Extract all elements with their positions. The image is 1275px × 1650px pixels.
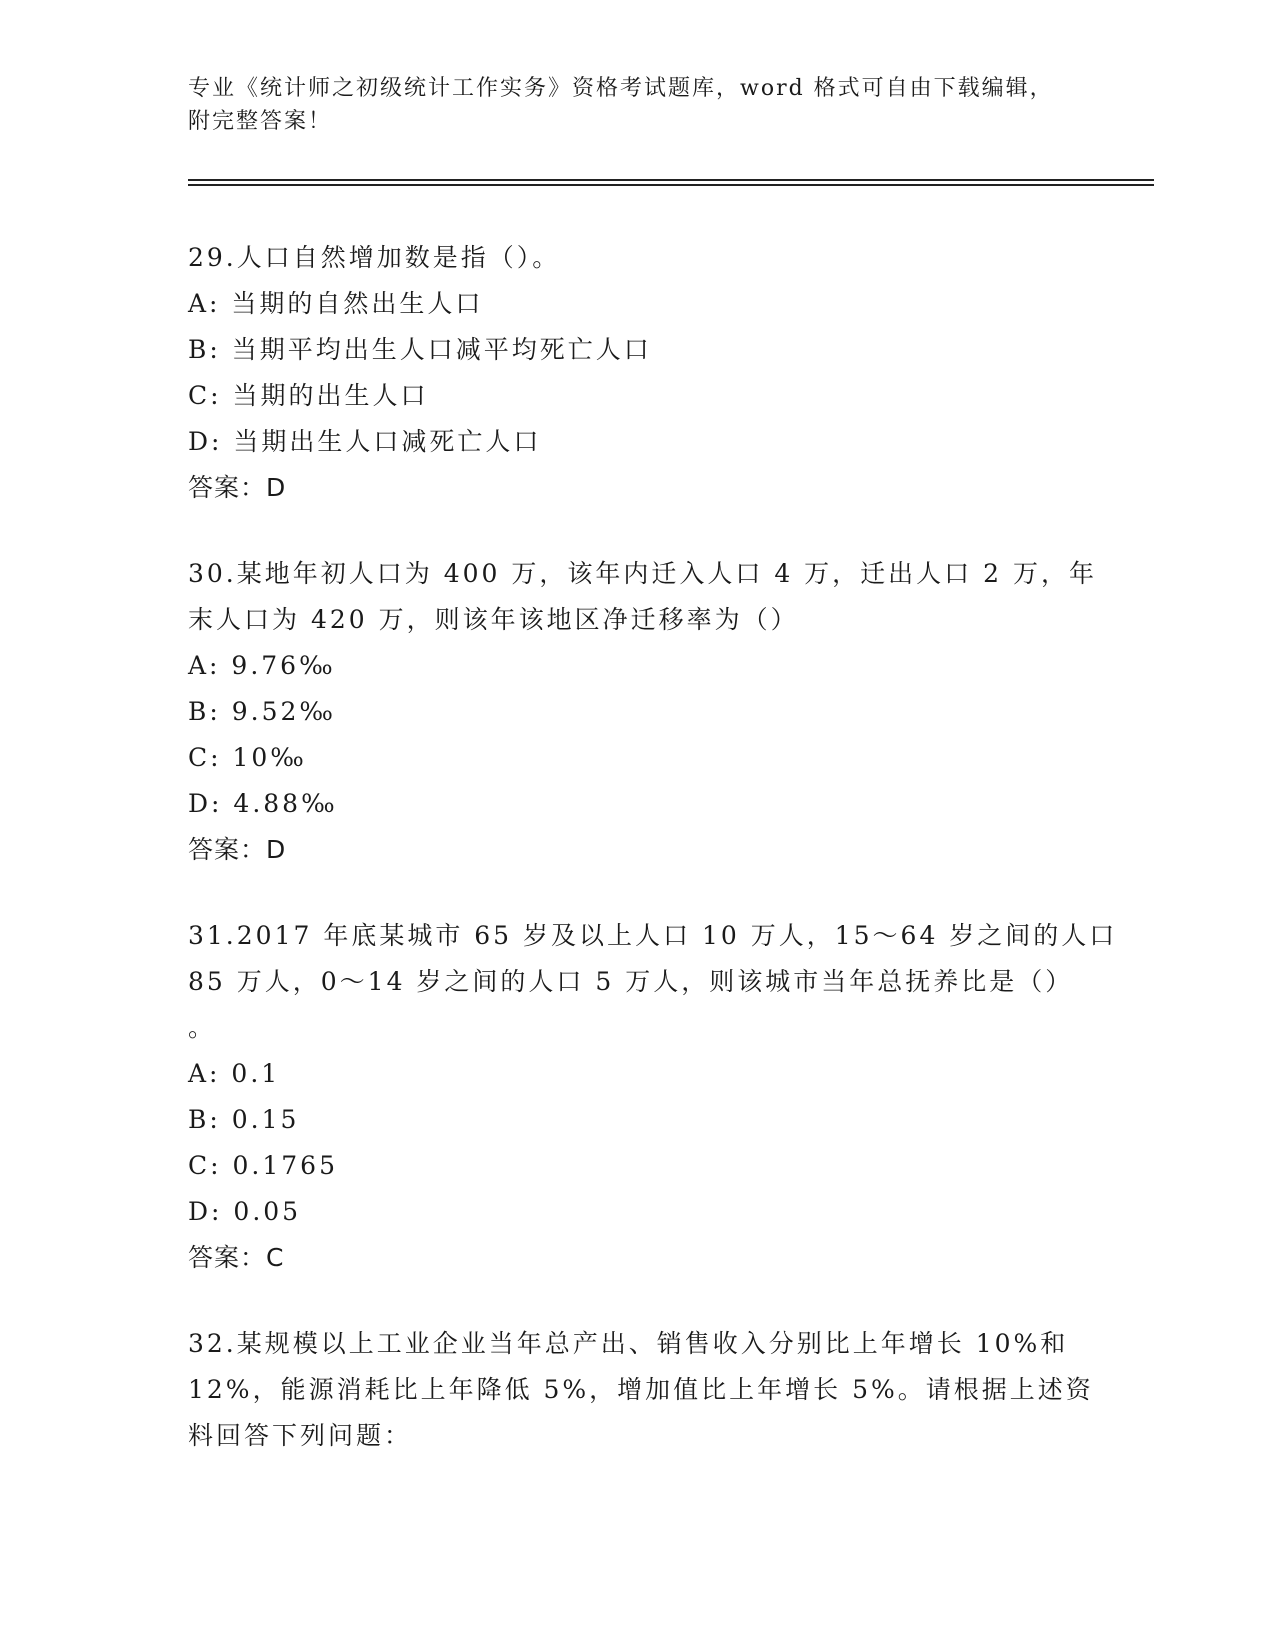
option-a: A: 0.1 <box>188 1059 281 1088</box>
question-stem: 30.某地年初人口为 400 万，该年内迁入人口 4 万，迁出人口 2 万，年 <box>188 559 1097 588</box>
question-29 <box>188 235 1088 511</box>
option-d: D: 4.88‰ <box>188 789 338 818</box>
header-divider <box>188 179 1154 186</box>
option-c: C: 0.1765 <box>188 1151 338 1180</box>
question-stem: 31.2017 年底某城市 65 岁及以上人口 10 万人，15～64 岁之间的人口 <box>188 921 1118 950</box>
question-stem: 12%，能源消耗比上年降低 5%，增加值比上年增长 5%。请根据上述资 <box>188 1375 1094 1404</box>
answer-label: 答案：D <box>188 835 287 864</box>
document-header <box>188 72 1068 138</box>
option-c: C: 10‰ <box>188 743 307 772</box>
option-d: D: 0.05 <box>188 1197 302 1226</box>
question-31 <box>188 913 1118 1281</box>
option-d: D: 当期出生人口减死亡人口 <box>188 427 542 456</box>
option-c: C: 当期的出生人口 <box>188 381 429 410</box>
question-stem: 。 <box>188 1013 217 1042</box>
header-line-2: 附完整答案！ <box>188 109 333 134</box>
question-stem: 29.人口自然增加数是指（）。 <box>188 243 561 272</box>
option-b: B: 0.15 <box>188 1105 300 1134</box>
question-list <box>188 235 1118 1499</box>
question-stem: 32.某规模以上工业企业当年总产出、销售收入分别比上年增长 10%和 <box>188 1329 1069 1358</box>
question-30 <box>188 551 1097 873</box>
option-a: A: 当期的自然出生人口 <box>188 289 484 318</box>
option-a: A: 9.76‰ <box>188 651 336 680</box>
question-stem: 料回答下列问题： <box>188 1421 413 1450</box>
question-stem: 85 万人，0～14 岁之间的人口 5 万人，则该城市当年总抚养比是（） <box>188 967 1074 996</box>
question-stem: 末人口为 420 万，则该年该地区净迁移率为（） <box>188 605 799 634</box>
answer-label: 答案：D <box>188 473 287 502</box>
option-b: B: 当期平均出生人口减平均死亡人口 <box>188 335 652 364</box>
header-line-1: 专业《统计师之初级统计工作实务》资格考试题库，word 格式可自由下载编辑， <box>188 76 1054 101</box>
answer-label: 答案：C <box>188 1243 285 1272</box>
option-b: B: 9.52‰ <box>188 697 336 726</box>
question-32 <box>188 1321 1094 1459</box>
